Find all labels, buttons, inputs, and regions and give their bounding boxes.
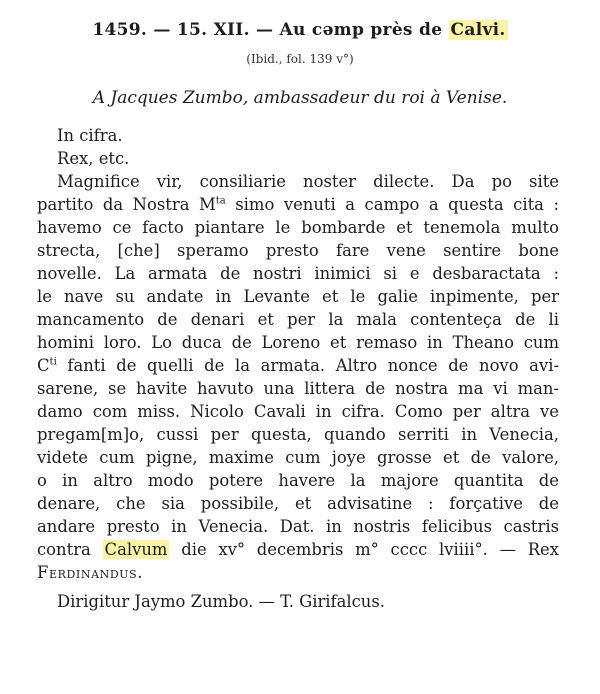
text-line: videte cum pigne, maxime cum joye grosse et de valore, [37,448,559,467]
header-dash: — [256,20,274,40]
text-line: havemo ce facto piantare le bombarde et tenemola multo [37,218,559,237]
text-line: homini loro. Lo duca de Loreno et remaso in Theano cum [37,333,559,352]
text-line: contra Calvum die xv° decembris m° cccc lviiii°. — Rex [37,540,559,559]
letter-header [0,20,600,40]
highlighted-place: Calvum [104,540,168,559]
text-line: le nave su andate in Levante et le galie inpimente, per [37,287,559,306]
letter-number: 1459. [92,20,148,40]
text-line: mancamento de denari et per la mala contenteça de li [37,310,559,329]
text-line: Rex, etc. [57,149,130,168]
text-line: strecta, [che] speramo presto fare vene sentire bone [37,241,559,260]
text-line: andare presto in Venecia. Dat. in nostris felicibus castris [37,517,559,536]
letter-date: 15. XII. [176,20,250,40]
text-line: Ferdinandus. [37,563,144,582]
text-line: damo com miss. Nicolo Cavali in cifra. Como per altra ve [37,402,559,421]
text-line: $C^{ti}$ fanti de quelli de la armata. Altro nonce de novo avi- [37,356,559,375]
header-dash: — [153,20,171,40]
text-line: partito da Nostra $M^{ta}$ simo venuti a campo a questa cita : [37,195,559,214]
letter-place: Au cəmp près de [279,20,443,40]
text-line: pregam[m]o, cussi per questa, quando serriti in Venecia, [37,425,559,444]
highlighted-place: Calvi. [450,20,506,40]
text-line: Magnifice vir, consiliarie noster dilecte. Da po site [57,172,559,191]
text-line: denare, che sia possibile, et advisatine : forçative de [37,494,559,513]
text-line: Dirigitur Jaymo Zumbo. — T. Girifalcus. [57,592,385,611]
text-line: sarene, se havite havuto una littera de nostra ma vi man- [37,379,559,398]
text-line: In cifra. [57,126,123,145]
text-line: novelle. La armata de nostri inimici si e desbaractata : [37,264,559,283]
letter-address: A Jacques Zumbo, ambassadeur du roi à Venise. [92,88,508,108]
source-reference: (Ibid., fol. 139 v°) [246,52,354,66]
text-line: o in altro modo potere havere la majore quantita de [37,471,559,490]
